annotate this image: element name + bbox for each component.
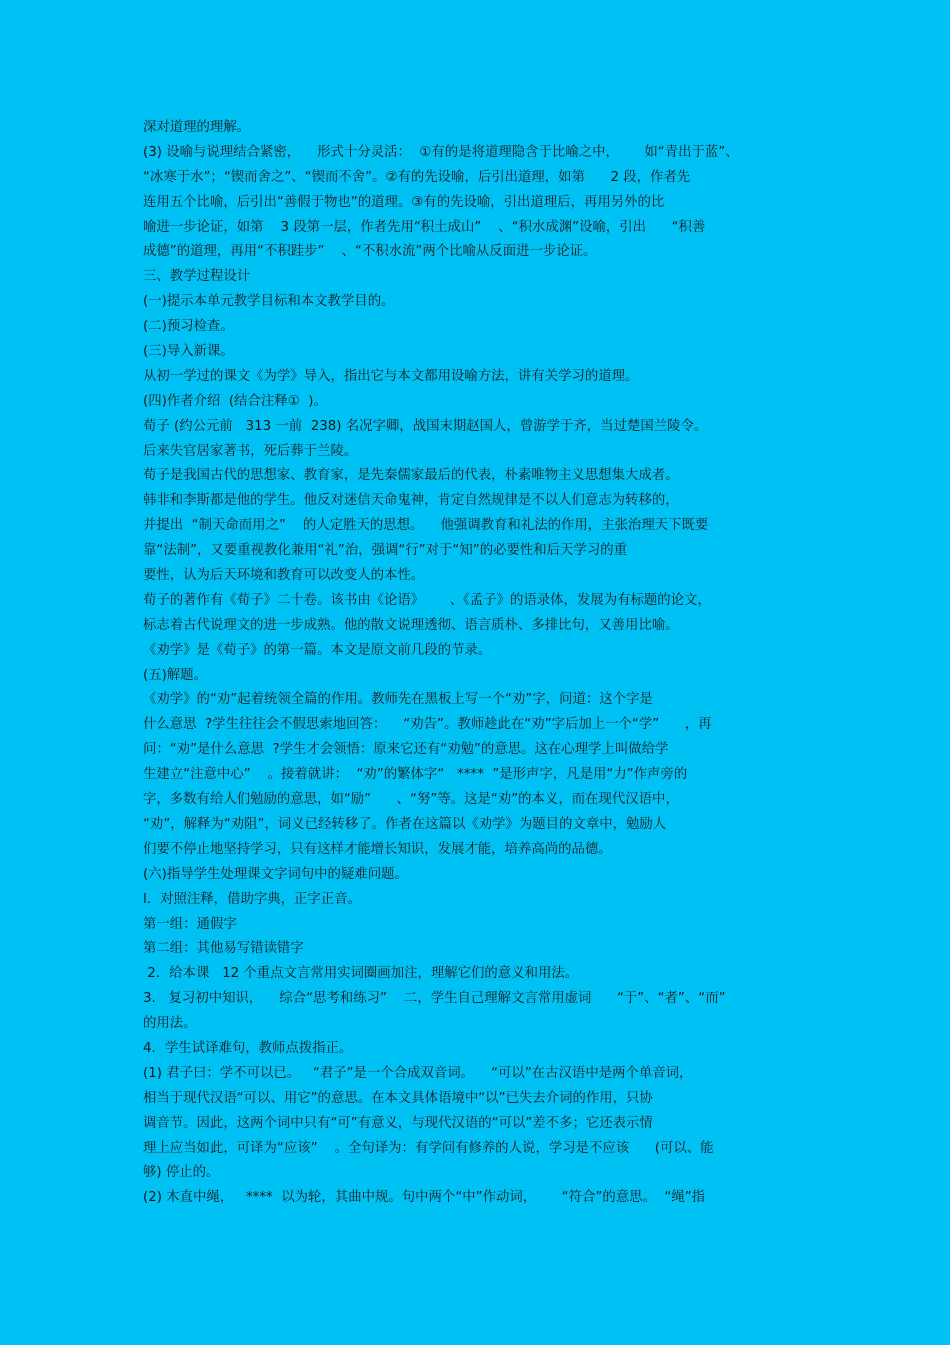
text-line: 生建立“注意中心” 。接着就讲： “劝”的繁体字“ **** ”是形声字，凡是用“力”作声旁的 [143,767,688,783]
text-line: 深对道理的理解。 [143,120,251,135]
text-line: 要性，认为后天环境和教育可以改变人的本性。 [143,568,425,584]
text-line: 4．学生试译难句，教师点拨指正。 [143,1040,353,1056]
text-line: 相当于现代汉语“可以、用它”的意思。在本文具体语境中“以”已失去介词的作用，只协 [143,1090,653,1106]
text-line: 3. 复习初中知识， 综合“思考和练习” 二，学生自己理解文言常用虚词 “于”、“者”、“而” [143,991,726,1007]
text-line: 韩非和李斯都是他的学生。他反对迷信天命鬼神，肯定自然规律是不以人们意志为转移的， [143,493,679,509]
text-line: 字，多数有给人们勉励的意思，如“励” 、“努”等。这是“劝”的本义，而在现代汉语中， [143,792,679,808]
text-line: 调音节。因此，这两个词中只有“可”有意义，与现代汉语的“可以”差不多；它还表示情 [143,1115,653,1131]
text-line: l．对照注释，借助字典，正字正音。 [143,891,361,907]
text-line: 连用五个比喻，后引出“善假于物也”的道理。③有的先设喻，引出道理后，再用另外的比 [143,194,665,210]
text-line: 荀子 (约公元前 313 一前 238) 名况字卿，战国末期赵国人，曾游学于齐，当过楚国兰陵令。 [143,418,708,434]
text-line: 喻进一步论证，如第 3 段第一层，作者先用“积土成山” 、“积水成渊”设喻，引出 “积善 [143,219,706,235]
text-line: 第一组：通假字 [143,916,237,932]
text-line: (二)预习检查。 [143,319,234,335]
section-heading: 三、教学过程设计 [143,269,251,285]
text-line: 们要不停止地坚持学习，只有这样才能增长知识，发展才能，培养高尚的品德。 [143,841,612,857]
text-line: (2) 木直中绳， **** 以为轮，其曲中规。句中两个“中”作动词， “符合”的意思。 “绳”指 [143,1190,706,1206]
document-page [143,116,813,1211]
text-line: 靠“法制”，又要重视教化兼用“礼”治，强调“行”对于“知”的必要性和后天学习的重 [143,543,627,559]
text-line: (3) 设喻与说理结合紧密， 形式十分灵活： ①有的是将道理隐含于比喻之中， 如“青出于蓝”、 [143,144,739,160]
text-line: 2．给本课 12 个重点文言常用实词圈画加注，理解它们的意义和用法。 [143,966,579,982]
text-line: (四)作者介绍 (结合注释① )。 [143,393,327,409]
text-line: 荀子的著作有《荀子》二十卷。该书由《论语》 、《孟子》的语录体，发展为有标题的论文， [143,592,711,608]
text-line: 够) 停止的。 [143,1165,220,1181]
text-line: (一)提示本单元教学目标和本文教学目的。 [143,294,395,310]
text-line: (六)指导学生处理课文字词句中的疑难问题。 [143,866,408,882]
text-line: (1) 君子曰：学不可以已。 “君子”是一个合成双音词。 “可以”在古汉语中是两个单音词， [143,1065,693,1081]
text-line: 第二组：其他易写错读错字 [143,941,304,957]
text-line: “冰寒于水”；“锲而舍之”、“锲而不舍”。②有的先设喻，后引出道理，如第 2 段，作者先 [143,169,691,185]
text-line: 标志着古代说理文的进一步成熟。他的散文说理透彻、语言质朴、多排比句，又善用比喻。 [143,617,679,633]
text-line: 《劝学》是《荀子》的第一篇。本文是原文前几段的节录。 [143,642,492,658]
text-line: 成德”的道理，再用“不积跬步” 、“不积水流”两个比喻从反面进一步论证。 [143,244,597,260]
text-line: “劝”，解释为“劝阻”，词义已经转移了。作者在这篇以《劝学》为题目的文章中，勉励人 [143,816,667,832]
text-line: 并提出 “制天命而用之” 的人定胜天的思想。 他强调教育和礼法的作用，主张治理天下既要 [143,518,709,534]
text-line: 问：“劝”是什么意思 ?学生才会领悟：原来它还有“劝勉”的意思。这在心理学上叫做给学 [143,742,669,758]
text-line: 《劝学》的“劝”起着统领全篇的作用。教师先在黑板上写一个“劝”字，问道：这个字是 [143,692,653,708]
text-line: (五)解题。 [143,667,208,683]
text-line: 后来失官居家著书，死后葬于兰陵。 [143,443,358,459]
text-line: 理上应当如此，可译为“应该” 。全句译为：有学问有修养的人说，学习是不应该 (可以、能 [143,1140,714,1156]
text-line: (三)导入新课。 [143,344,234,360]
text-line: 的用法。 [143,1016,197,1032]
text-line: 从初一学过的课文《为学》导入，指出它与本文都用设喻方法，讲有关学习的道理。 [143,368,639,384]
text-line: 荀子是我国古代的思想家、教育家，是先秦儒家最后的代表，朴素唯物主义思想集大成者。 [143,468,679,484]
text-line: 什么意思 ?学生往往会不假思索地回答： “劝告”。教师趁此在“劝”字后加上一个“学” ，再 [143,717,712,733]
